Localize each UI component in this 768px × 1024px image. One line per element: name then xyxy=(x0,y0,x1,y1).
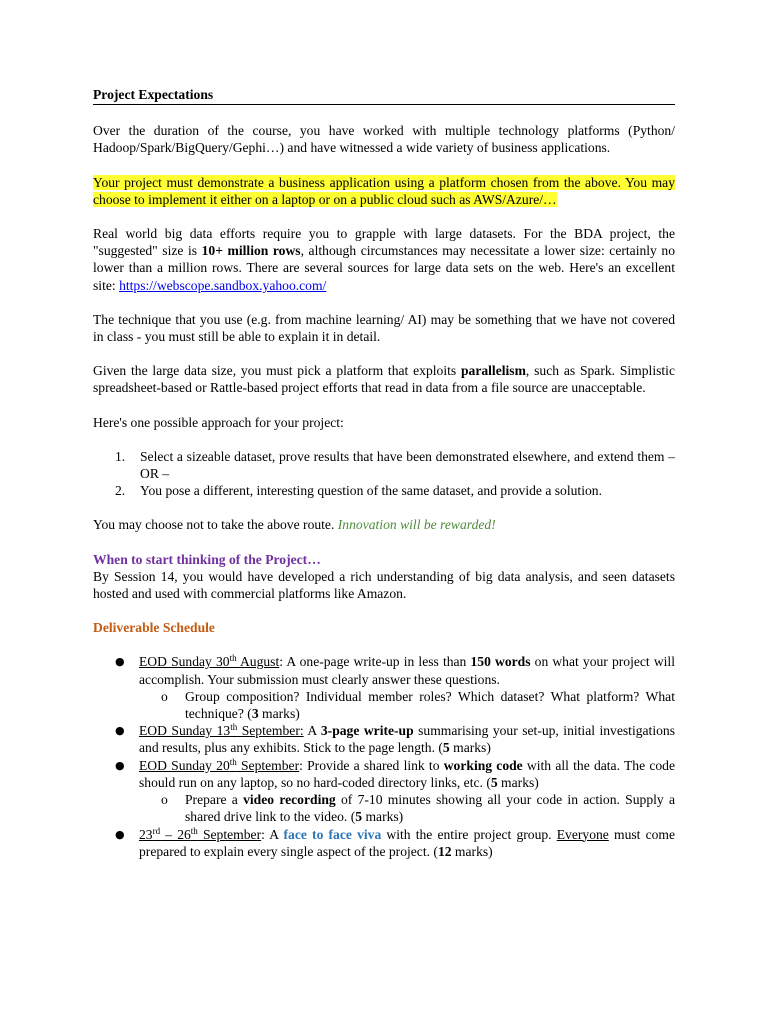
superscript: rd xyxy=(152,825,161,836)
underlined-text: Everyone xyxy=(556,826,609,842)
text-run: must come prepared to explain every single aspect of the project. ( xyxy=(139,826,676,859)
deadline-date xyxy=(139,758,299,773)
sub-item xyxy=(139,791,675,825)
text-run: : Provide a shared link to xyxy=(299,757,444,773)
webscope-link[interactable]: https://webscope.sandbox.yahoo.com/ xyxy=(119,277,327,293)
bold-text: 150 words xyxy=(470,654,531,670)
text-run: marks) xyxy=(449,740,491,756)
deadline-date xyxy=(139,654,279,669)
text-run: August xyxy=(236,654,280,670)
bold-text: 5 xyxy=(355,809,363,825)
text-run: summarising your set-up, initial investigations and results, plus any exhibits. Stick to the page length. ( xyxy=(139,723,675,756)
bold-text: 5 xyxy=(490,774,498,790)
text-run: 23 xyxy=(139,826,153,842)
innovation-note: Innovation will be rewarded! xyxy=(337,517,496,533)
text-run: Given the large data size, you must pick a platform that exploits xyxy=(93,363,461,379)
bullet-icon: ● xyxy=(115,827,125,841)
text-run: of 7-10 minutes showing all your code in action. Supply a shared drive link to the video. ( xyxy=(185,792,675,825)
deadline-date xyxy=(139,723,304,738)
technique-paragraph: The technique that you use (e.g. from machine learning/ AI) may be something that we have not covered in class - you must still be able to explain it in detail. xyxy=(93,311,675,345)
schedule-item xyxy=(93,757,675,826)
list-text: You pose a different, interesting question of the same dataset, and provide a solution. xyxy=(140,483,602,499)
bullet-icon: ● xyxy=(115,724,125,738)
list-item xyxy=(93,448,675,482)
intro-paragraph: Over the duration of the course, you have worked with multiple technology platforms (Python/ Hadoop/Spark/BigQuery/Gephi…) and have witnessed a wide variety of business applications. xyxy=(93,123,675,156)
sub-list xyxy=(139,688,675,722)
list-text: Select a sizeable dataset, prove results that have been demonstrated elsewhere, and extend them – OR – xyxy=(140,448,675,482)
list-item xyxy=(93,482,675,499)
list-number: 2. xyxy=(115,483,126,499)
superscript: th xyxy=(229,756,237,767)
superscript: th xyxy=(230,722,238,733)
text-run: Group composition? Individual member roles? Which dataset? What platform? What technique? ( xyxy=(185,688,675,722)
viva-highlight: face to face viva xyxy=(283,826,382,842)
text-run: EOD Sunday 13 xyxy=(139,723,231,739)
bullet-icon: ● xyxy=(115,655,125,669)
text-run: , although circumstances may necessitate a lower size: certainly no lower than a million rows. There are several sources for large data sets on the web. Here's an excellent site: xyxy=(93,243,676,293)
schedule-item xyxy=(93,826,675,860)
bullet-icon: ● xyxy=(115,758,125,772)
start-thinking-paragraph: By Session 14, you would have developed a rich understanding of big data analysis, and seen datasets hosted and used with commercial platforms like Amazon. xyxy=(93,568,675,602)
approach-list xyxy=(93,448,675,500)
bold-text: 5 xyxy=(442,740,450,756)
text-run: September xyxy=(236,757,300,773)
schedule-item xyxy=(93,722,675,756)
section-heading-schedule: Deliverable Schedule xyxy=(93,620,215,636)
deadline-date xyxy=(139,827,261,842)
sub-item xyxy=(139,688,675,722)
sub-bullet-icon: o xyxy=(161,792,168,808)
deliverable-schedule-list xyxy=(93,653,675,859)
text-run: : A xyxy=(261,826,284,842)
innovation-paragraph xyxy=(93,516,675,533)
text-run: You may choose not to take the above route. xyxy=(93,517,338,533)
parallelism-paragraph xyxy=(93,362,675,396)
text-run: with the entire project group. xyxy=(381,826,557,842)
text-run: on what your project will accomplish. Your submission must clearly answer these questions. xyxy=(139,654,675,687)
sub-list xyxy=(139,791,675,825)
approach-intro: Here's one possible approach for your project: xyxy=(93,414,344,430)
text-run: Prepare a xyxy=(185,792,244,808)
bold-text: 3-page write-up xyxy=(320,723,414,739)
page-title: Project Expectations xyxy=(93,86,675,105)
highlighted-requirement: Your project must demonstrate a business application using a platform chosen from the above. You may choose to implement it either on a laptop or on a public cloud such as AWS/Azure/… xyxy=(93,174,675,207)
requirement-paragraph xyxy=(93,174,675,208)
bold-text: video recording xyxy=(243,792,336,808)
text-run: EOD Sunday 30 xyxy=(139,654,230,670)
bold-text: parallelism xyxy=(460,363,526,379)
text-run: A xyxy=(303,723,321,739)
text-run: marks) xyxy=(362,809,404,825)
text-run: : A one-page write-up in less than xyxy=(279,654,471,670)
superscript: th xyxy=(190,825,198,836)
text-run: – 26 xyxy=(160,826,191,842)
sub-bullet-icon: o xyxy=(161,688,168,704)
text-run: marks) xyxy=(497,774,539,790)
superscript: th xyxy=(229,653,237,664)
dataset-size-paragraph xyxy=(93,225,675,294)
section-heading-start: When to start thinking of the Project… xyxy=(93,551,321,567)
bold-text: 3 xyxy=(251,706,259,722)
text-run: Real world big data efforts require you to grapple with large datasets. For the BDA project, the "suggested" size is xyxy=(93,226,675,259)
text-run: , such as Spark. Simplistic spreadsheet-based or Rattle-based project efforts that read in data from a file source are unacceptable. xyxy=(93,363,675,396)
bold-text: 10+ million rows xyxy=(201,243,301,259)
schedule-item xyxy=(93,653,675,722)
text-run: marks) xyxy=(258,706,300,722)
text-run: September xyxy=(197,826,262,842)
list-number: 1. xyxy=(115,448,126,464)
bold-text: 12 xyxy=(437,843,452,859)
text-run: September: xyxy=(237,723,304,739)
text-run: EOD Sunday 20 xyxy=(139,757,230,773)
bold-text: working code xyxy=(443,757,523,773)
text-run: with all the data. The code should run on any laptop, so no hard-coded directory links, etc. ( xyxy=(139,757,675,790)
text-run: marks) xyxy=(451,843,493,859)
